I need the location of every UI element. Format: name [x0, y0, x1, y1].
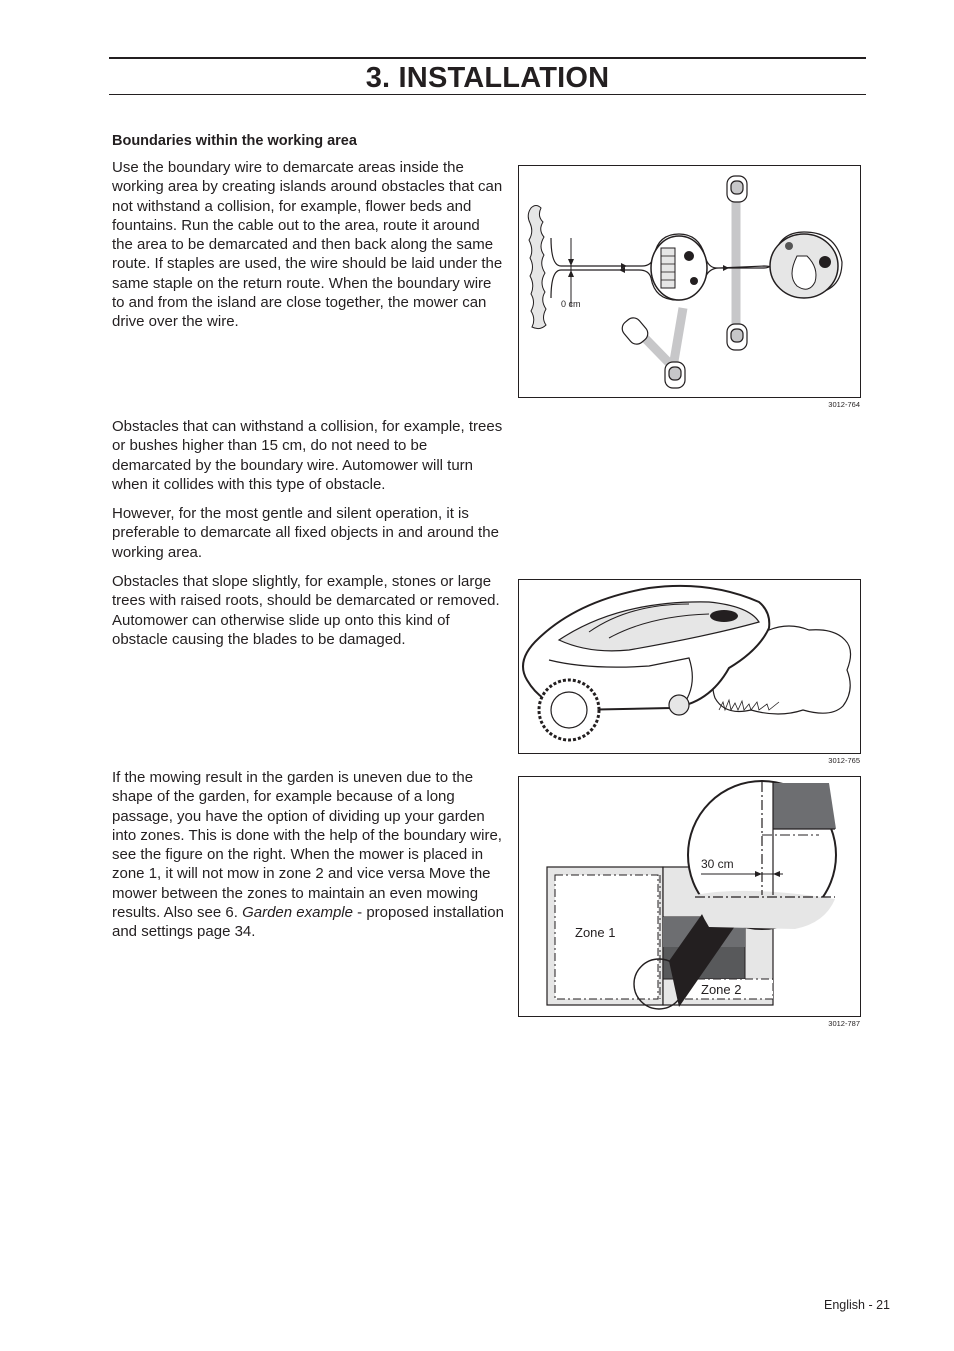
mower-obstacle-drawing — [519, 580, 860, 753]
paragraph-collision-obstacles: Obstacles that can withstand a collision, for example, trees or bushes higher than 15 cm, do not need to be demarcated by the boundary wire. Automower will turn when it collides with this type of obstacle. — [112, 418, 503, 493]
figure-code-1: 3012-764 — [828, 400, 860, 409]
distance-label: 0 cm — [561, 299, 581, 309]
zones-diagram — [519, 777, 860, 1016]
figure-code-3: 3012-787 — [828, 1019, 860, 1028]
figure-mower-obstacle — [518, 579, 861, 754]
page-footer: English - 21 — [823, 1298, 890, 1312]
garden-example-reference: Garden example — [242, 904, 353, 922]
paragraph-sloping-obstacles: Obstacles that slope slightly, for example, stones or large trees with raised roots, should be demarcated or removed. Automower can otherwise slide up onto this kind of obstacle causing the blades to be damaged. — [112, 573, 500, 648]
chapter-title: 3. INSTALLATION — [365, 62, 610, 94]
figure-garden-zones — [518, 776, 861, 1017]
paragraph-islands: Use the boundary wire to demarcate areas inside the working area by creating islands around obstacles that can not withstand a collision, for example, flower beds and fountains. Run the cable out to the area, route it around the area to be demarcated and then back along the same route. If staples are used, the wire should be laid under the same staple on the return route. When the boundary wire to and from the island are close together, the mower can drive over the wire. — [112, 159, 503, 331]
zone2-label: Zone 2 — [701, 982, 742, 997]
paragraph-zones — [112, 768, 504, 942]
island-diagram — [519, 166, 860, 397]
zones-text-end: - proposed installation and settings page 34. — [112, 904, 504, 941]
figure-island-demarcation — [518, 165, 861, 398]
figure-code-2: 3012-765 — [828, 756, 860, 765]
page-header — [109, 57, 866, 95]
zones-text-start: If the mowing result in the garden is uneven due to the shape of the garden, for example because of a long passage, you have the option of dividing up your garden into zones. This is done with the help of the boundary wire, see the figure on the right. When the mower is placed in zone 1, it will not mow in zone 2 and vice versa Move the mower between the zones to maintain an even mowing results. Also see 6. — [112, 769, 502, 922]
paragraph-gentle-operation: However, for the most gentle and silent operation, it is preferable to demarcate all fixed objects in and around the working area. — [112, 505, 499, 561]
hedge-edge — [528, 206, 546, 329]
zone1-label: Zone 1 — [575, 925, 616, 940]
section-title: Boundaries within the working area — [112, 133, 357, 149]
distance-label-30cm: 30 cm — [701, 857, 734, 871]
